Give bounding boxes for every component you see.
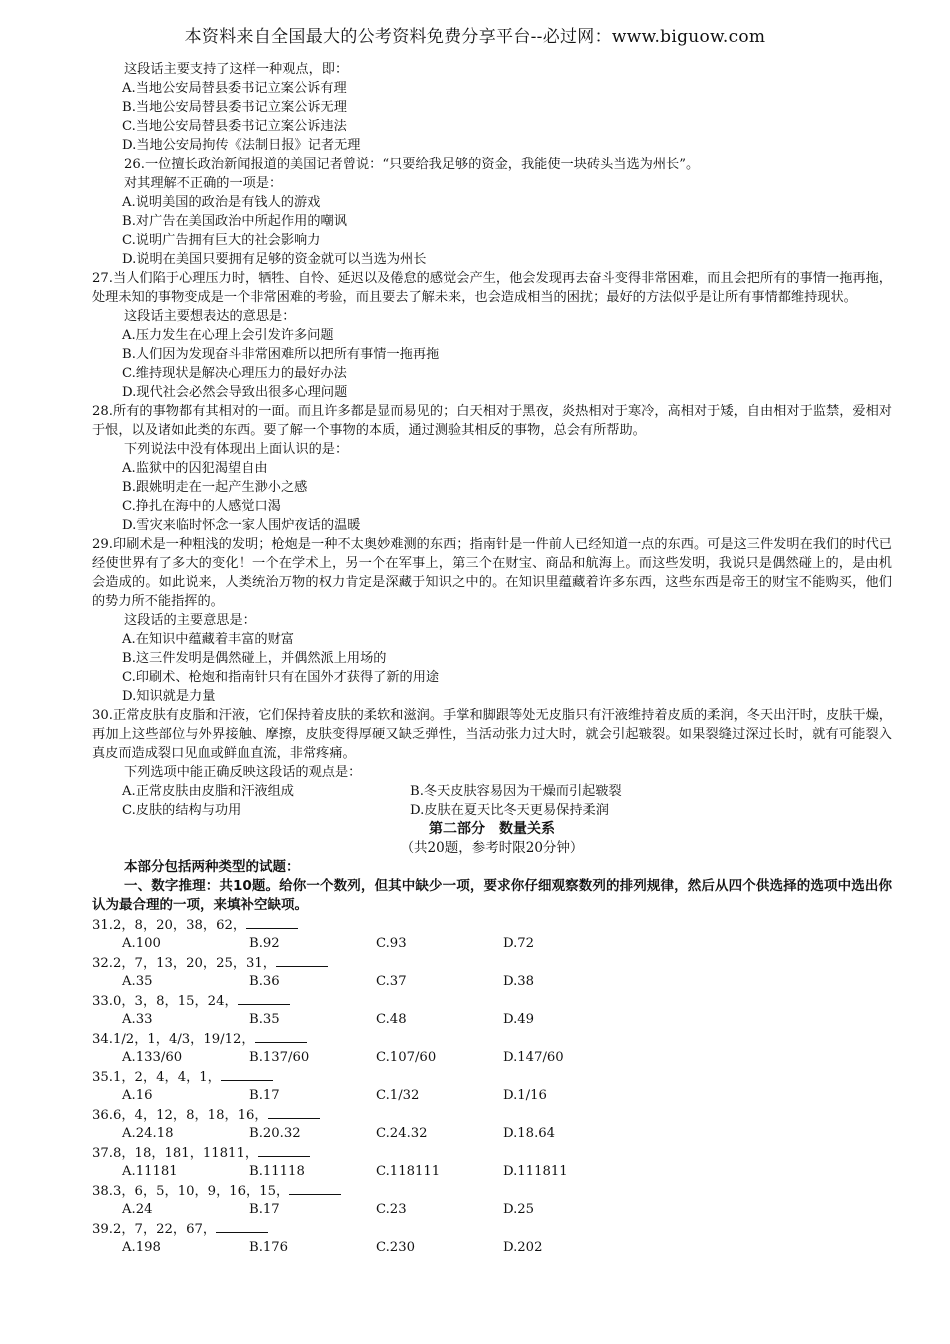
question-stem: 38.3，6，5，10，9，16，15， bbox=[92, 1181, 892, 1200]
option-d: D.知识就是力量 bbox=[122, 689, 216, 704]
option-c: C.230 bbox=[376, 1240, 415, 1255]
question-prompt: 这段话的主要意思是： bbox=[124, 613, 256, 628]
option-d: D.皮肤在夏天比冬天更易保持柔润 bbox=[410, 803, 609, 818]
option-d: D.现代社会必然会导致出很多心理问题 bbox=[122, 385, 348, 400]
question-stem: 26.一位擅长政治新闻报道的美国记者曾说：“只要给我足够的资金，我能使一块砖头当选为州长”。 bbox=[124, 157, 700, 172]
option-d: D.38 bbox=[503, 974, 535, 989]
option-b: B.人们因为发现奋斗非常困难所以把所有事情一拖再拖 bbox=[122, 347, 440, 362]
question-stem: 39.2，7，22，67， bbox=[92, 1219, 892, 1238]
option-a: A.11181 bbox=[122, 1164, 178, 1179]
answer-blank bbox=[216, 1219, 268, 1233]
option-c: C.107/60 bbox=[376, 1050, 437, 1065]
option-a: A.正常皮肤由皮脂和汗液组成 bbox=[122, 784, 294, 799]
option-row bbox=[92, 1238, 892, 1257]
option-a: A.压力发生在心理上会引发许多问题 bbox=[122, 328, 334, 343]
page-header: 本资料来自全国最大的公考资料免费分享平台--必过网：www.biguow.com bbox=[184, 27, 766, 47]
answer-blank bbox=[238, 991, 290, 1005]
option-d: D.25 bbox=[503, 1202, 535, 1217]
question-prompt: 下列说法中没有体现出上面认识的是： bbox=[124, 442, 349, 457]
option-b: B.137/60 bbox=[249, 1050, 310, 1065]
answer-blank bbox=[289, 1181, 341, 1195]
option-a: A.24.18 bbox=[122, 1126, 174, 1141]
question-stem: 31.2，8，20，38，62， bbox=[92, 915, 892, 934]
section-title: 第二部分 数量关系 bbox=[429, 821, 555, 837]
option-a: A.33 bbox=[122, 1012, 153, 1027]
question-stem: 37.8，18，181，11811， bbox=[92, 1143, 892, 1162]
option-d: D.1/16 bbox=[503, 1088, 547, 1103]
answer-blank bbox=[258, 1143, 310, 1157]
option-b: B.冬天皮肤容易因为干燥而引起皲裂 bbox=[410, 784, 622, 799]
option-a: A.198 bbox=[122, 1240, 161, 1255]
option-c: C.挣扎在海中的人感觉口渴 bbox=[122, 499, 281, 514]
option-a: A.监狱中的囚犯渴望自由 bbox=[122, 461, 268, 476]
option-b: B.对广告在美国政治中所起作用的嘲讽 bbox=[122, 214, 347, 229]
option-row bbox=[92, 1048, 892, 1067]
question-stem: 30.正常皮肤有皮脂和汗液，它们保持着皮肤的柔软和滋润。手掌和脚跟等处无皮脂只有汗液维持着皮质的柔润，冬天出汗时，皮肤干燥，再加上这些部位与外界接触、摩擦，皮肤变得厚硬又缺乏弹性，当活动张力过大时，就会引起皲裂。如果裂缝过深过长时，就有可能裂入真皮而造成裂口见血或鲜血直流，非常疼痛。 bbox=[92, 708, 892, 761]
option-b: B.当地公安局替县委书记立案公诉无理 bbox=[122, 100, 347, 115]
option-a: A.24 bbox=[122, 1202, 153, 1217]
option-d: D.49 bbox=[503, 1012, 535, 1027]
option-row bbox=[92, 1200, 892, 1219]
document-body bbox=[92, 60, 892, 1257]
option-d: D.72 bbox=[503, 936, 535, 951]
option-c: C.24.32 bbox=[376, 1126, 428, 1141]
option-a: A.35 bbox=[122, 974, 153, 989]
option-c: C.印刷术、枪炮和指南针只有在国外才获得了新的用途 bbox=[122, 670, 440, 685]
option-c: C.48 bbox=[376, 1012, 407, 1027]
option-a: A.在知识中蕴藏着丰富的财富 bbox=[122, 632, 294, 647]
option-d: D.202 bbox=[503, 1240, 543, 1255]
option-c: C.23 bbox=[376, 1202, 407, 1217]
option-d: D.当地公安局拘传《法制日报》记者无理 bbox=[122, 138, 361, 153]
option-row bbox=[92, 1086, 892, 1105]
option-a: A.133/60 bbox=[122, 1050, 183, 1065]
section-intro: 本部分包括两种类型的试题： bbox=[124, 859, 300, 875]
question-stem: 28.所有的事物都有其相对的一面。而且许多都是显而易见的；白天相对于黑夜，炎热相对于寒冷，高相对于矮，自由相对于监禁，爱相对于恨，以及诸如此类的东西。要了解一个事物的本质，通过测验其相反的事物，总会有所帮助。 bbox=[92, 404, 892, 438]
option-row bbox=[92, 782, 892, 801]
option-c: C.37 bbox=[376, 974, 407, 989]
option-a: A.说明美国的政治是有钱人的游戏 bbox=[122, 195, 321, 210]
option-d: D.147/60 bbox=[503, 1050, 564, 1065]
answer-blank bbox=[255, 1029, 307, 1043]
option-c: C.皮肤的结构与功用 bbox=[122, 803, 242, 818]
option-a: A.100 bbox=[122, 936, 161, 951]
option-b: B.176 bbox=[249, 1240, 289, 1255]
section-instructions: 一、数字推理：共10题。给你一个数列，但其中缺少一项，要求你仔细观察数列的排列规律，然后从四个供选择的选项中选出你认为最合理的一项，来填补空缺项。 bbox=[92, 878, 892, 913]
question-prompt: 下列选项中能正确反映这段话的观点是： bbox=[124, 765, 362, 780]
option-a: A.当地公安局替县委书记立案公诉有理 bbox=[122, 81, 347, 96]
question-stem: 34.1/2，1，4/3，19/12， bbox=[92, 1029, 892, 1048]
option-b: B.35 bbox=[249, 1012, 280, 1027]
section-subtitle: （共20题，参考时限20分钟） bbox=[400, 840, 584, 856]
option-c: C.说明广告拥有巨大的社会影响力 bbox=[122, 233, 321, 248]
option-b: B.92 bbox=[249, 936, 280, 951]
option-d: D.111811 bbox=[503, 1164, 568, 1179]
option-b: B.17 bbox=[249, 1088, 280, 1103]
answer-blank bbox=[276, 953, 328, 967]
option-c: C.维持现状是解决心理压力的最好办法 bbox=[122, 366, 347, 381]
option-d: D.18.64 bbox=[503, 1126, 556, 1141]
option-row bbox=[92, 1162, 892, 1181]
question-stem: 27.当人们陷于心理压力时，牺牲、自怜、延迟以及倦怠的感觉会产生，他会发现再去奋斗变得非常困难，而且会把所有的事情一拖再拖，处理未知的事物变成是一个非常困难的考验，而且要去了解未来，也会造成相当的困扰；最好的方法似乎是让所有事情都维持现状。 bbox=[92, 271, 892, 305]
option-c: C.93 bbox=[376, 936, 407, 951]
answer-blank bbox=[221, 1067, 273, 1081]
option-b: B.11118 bbox=[249, 1164, 305, 1179]
question-stem: 32.2，7，13，20，25，31， bbox=[92, 953, 892, 972]
question-stem: 35.1，2，4，4，1， bbox=[92, 1067, 892, 1086]
option-c: C.当地公安局替县委书记立案公诉违法 bbox=[122, 119, 347, 134]
option-b: B.20.32 bbox=[249, 1126, 301, 1141]
option-row bbox=[92, 1010, 892, 1029]
option-a: A.16 bbox=[122, 1088, 153, 1103]
option-row bbox=[92, 934, 892, 953]
option-c: C.118111 bbox=[376, 1164, 441, 1179]
option-b: B.这三件发明是偶然碰上，并偶然派上用场的 bbox=[122, 651, 387, 666]
question-stem: 29.印刷术是一种粗浅的发明；枪炮是一种不太奥妙难测的东西；指南针是一件前人已经知道一点的东西。可是这三件发明在我们的时代已经使世界有了多大的变化！一个在学术上，另一个在军事上，第三个在财宝、商品和航海上。而这些发明，我说只是偶然碰上的，是由机会造成的。如此说来，人类统治万物的权力肯定是深藏于知识之中的。在知识里蕴藏着许多东西，这些东西是帝王的财宝不能购买，他们的势力所不能指挥的。 bbox=[92, 537, 892, 609]
question-prompt: 这段话主要支持了这样一种观点，即： bbox=[124, 62, 349, 77]
question-prompt: 对其理解不正确的一项是： bbox=[124, 176, 283, 191]
option-row bbox=[92, 1124, 892, 1143]
option-row bbox=[92, 801, 892, 820]
question-stem: 36.6，4，12，8，18，16， bbox=[92, 1105, 892, 1124]
option-b: B.36 bbox=[249, 974, 280, 989]
option-c: C.1/32 bbox=[376, 1088, 420, 1103]
answer-blank bbox=[246, 915, 298, 929]
question-prompt: 这段话主要想表达的意思是： bbox=[124, 309, 296, 324]
option-b: B.跟姚明走在一起产生渺小之感 bbox=[122, 480, 308, 495]
question-stem: 33.0，3，8，15，24， bbox=[92, 991, 892, 1010]
option-d: D.雪灾来临时怀念一家人围炉夜话的温暖 bbox=[122, 518, 361, 533]
option-b: B.17 bbox=[249, 1202, 280, 1217]
option-row bbox=[92, 972, 892, 991]
option-d: D.说明在美国只要拥有足够的资金就可以当选为州长 bbox=[122, 252, 427, 267]
answer-blank bbox=[268, 1105, 320, 1119]
